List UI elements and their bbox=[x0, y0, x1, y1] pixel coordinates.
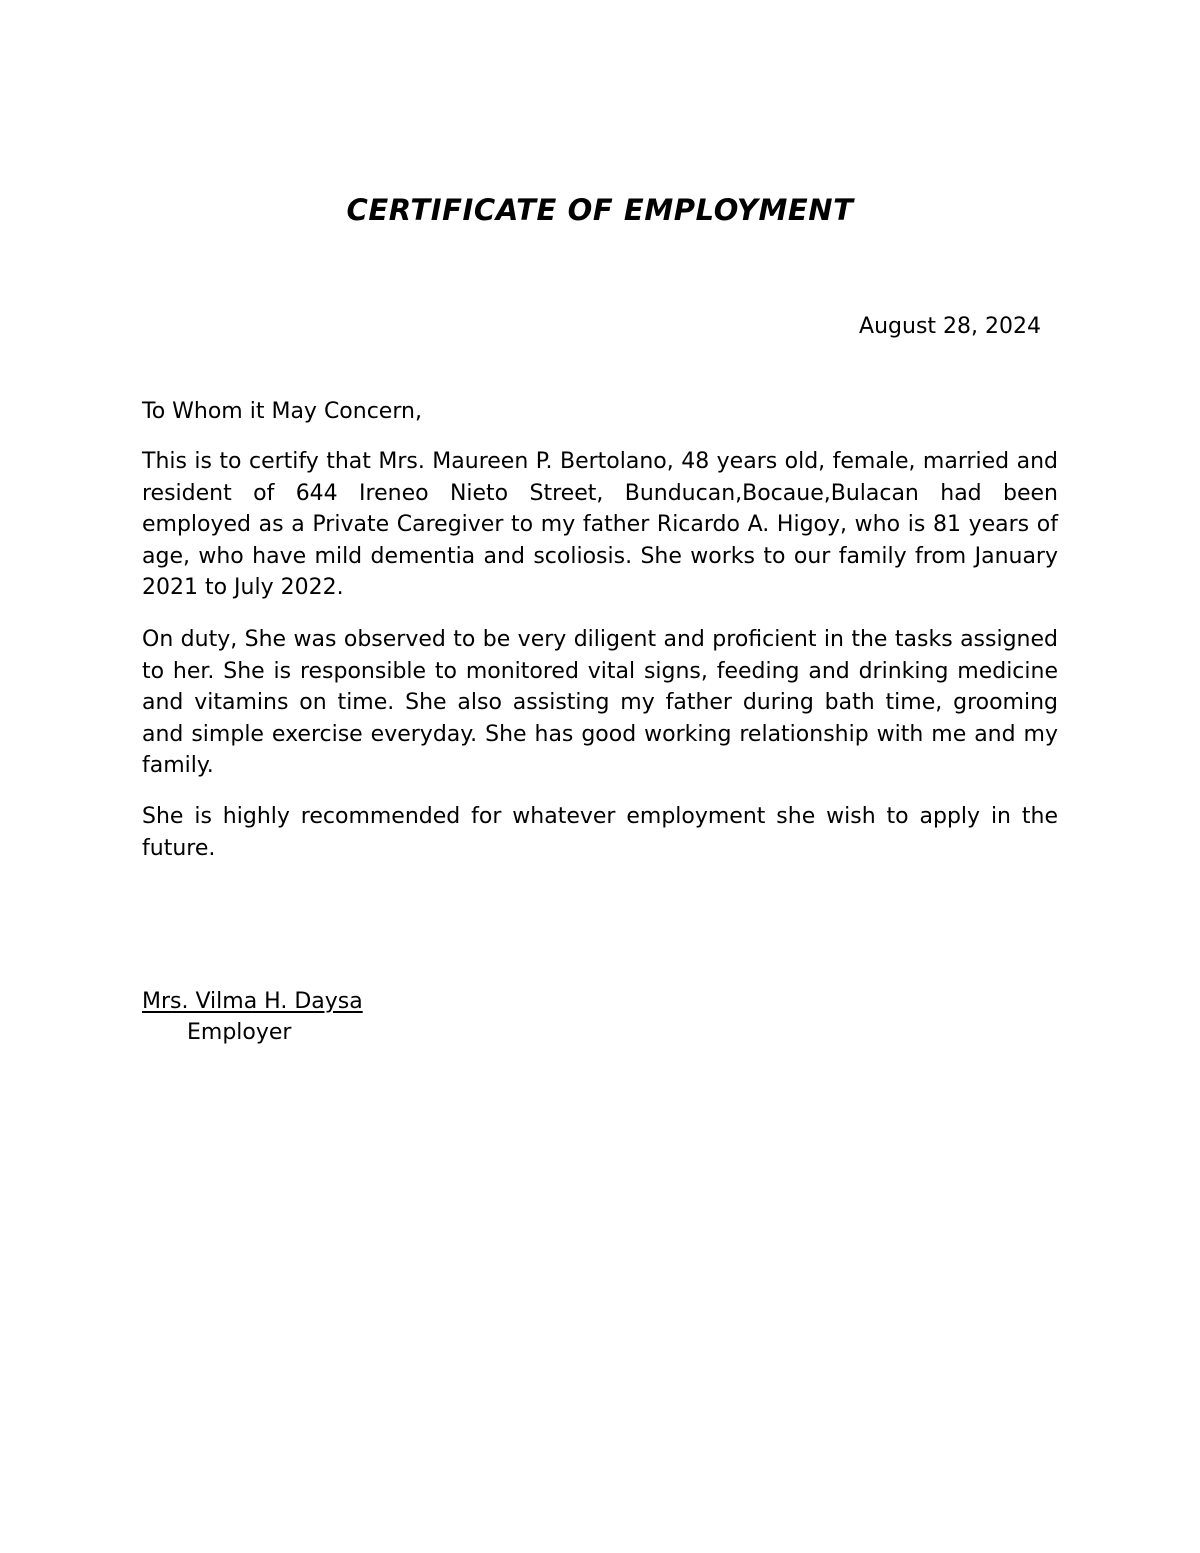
paragraph-certification: This is to certify that Mrs. Maureen P. Bertolano, 48 years old, female, married and resident of 644 Ireneo Nieto Street, Bunducan,Bocaue,Bulacan had been employed as a Private Caregiver to my father Ricardo A. Higoy, who is 81 years of age, who have mild dementia and scoliosis. She works to our family from January 2021 to July 2022. bbox=[142, 449, 1058, 600]
paragraph-recommendation: She is highly recommended for whatever employment she wish to apply in the future. bbox=[142, 804, 1058, 861]
signer-name: Mrs. Vilma H. Daysa bbox=[142, 989, 363, 1014]
document-title: CERTIFICATE OF EMPLOYMENT bbox=[346, 193, 854, 227]
greeting: To Whom it May Concern, bbox=[142, 399, 422, 424]
signer-role: Employer bbox=[187, 1020, 292, 1045]
paragraph-duties: On duty, She was observed to be very diligent and proficient in the tasks assigned to her. She is responsible to monitored vital signs, feeding and drinking medicine and vitamins on time. She also assisting my father during bath time, grooming and simple exercise everyday. She has good working relationship with me and my family. bbox=[142, 627, 1058, 778]
signature-block bbox=[142, 986, 363, 1048]
document-date: August 28, 2024 bbox=[859, 314, 1041, 339]
